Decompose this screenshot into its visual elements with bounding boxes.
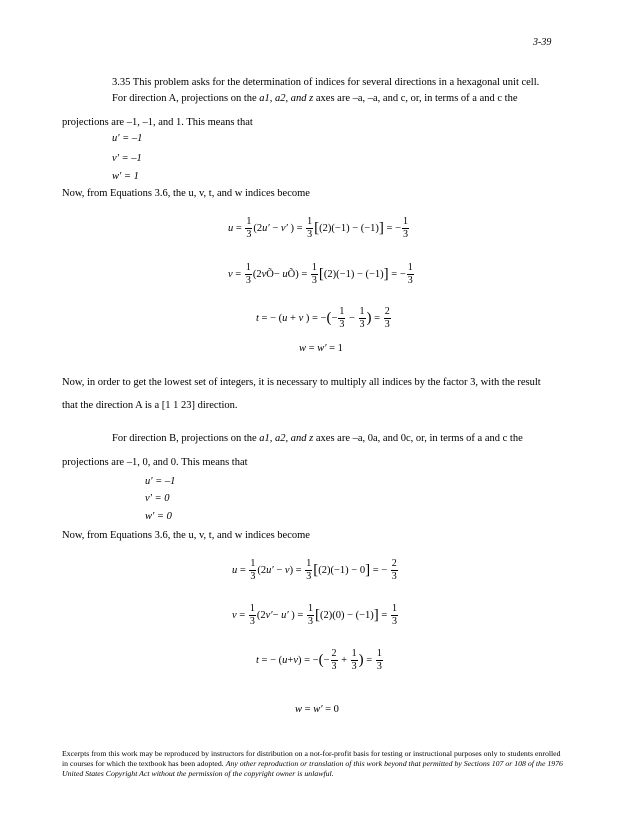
dirB-eq-t: t = − (u+v) = −(− $\frac{2}{3}$ + $\frac{1}{3}$ ) = $\frac{1}{3}$	[256, 648, 382, 672]
axes-label-b: a1, a2, and z	[259, 433, 314, 444]
copyright-footer: Excerpts from this work may be reproduced by instructors for distribution on a not-for-profit basis for testing or instructional purposes only to students enrolled in courses for which the textbook has been adopted. Any other reproduction or translation of this work beyond that permitted by Sections 107 or 108 of the 1976 United States Copyright Act without the permission of the copyright owner is unlawful.	[62, 749, 563, 778]
dirA-eq-v: v = $\frac{1}{3}$ (2vÕ− uÕ) = $\frac{1}{3}$ [(2)(−1) − (−1)] = − $\frac{1}{3}$	[228, 262, 413, 286]
dirA-u-prime: u' = –1	[112, 133, 143, 144]
dirB-v-prime: v' = 0	[145, 493, 170, 504]
direction-a-indices: [1 1 23]	[161, 400, 195, 411]
dirB-line1: For direction B, projections on the a1, a2, and z axes are –a, 0a, and 0c, or, in terms of a and c the	[112, 433, 523, 444]
dirA-now-line: Now, from Equations 3.6, the u, v, t, and w indices become	[62, 188, 310, 199]
dirB-w-prime: w' = 0	[145, 511, 172, 522]
dirA-eq-t: t = − (u + v ) = −(− $\frac{1}{3}$ − $\frac{1}{3}$ ) = $\frac{2}{3}$	[256, 306, 390, 330]
dirB-eq-u: u = $\frac{1}{3}$ (2u′ − v) = $\frac{1}{3}$ [(2)(−1) − 0] = − $\frac{2}{3}$	[232, 558, 397, 582]
dirB-now-line: Now, from Equations 3.6, the u, v, t, and w indices become	[62, 530, 310, 541]
problem-intro: 3.35 This problem asks for the determination of indices for several directions in a hexagonal unit cell.	[112, 77, 540, 88]
page-number: 3-39	[533, 37, 552, 48]
dirA-result-line2: that the direction A is a [1 1 23] direction.	[62, 400, 238, 411]
dirA-eq-u: u = $\frac{1}{3}$ (2u′ − v′ ) = $\frac{1}{3}$ [(2)(−1) − (−1)] = − $\frac{1}{3}$	[228, 216, 408, 240]
dirA-w-prime: w' = 1	[112, 171, 139, 182]
dirA-line2: projections are –1, –1, and 1. This means that	[62, 117, 253, 128]
dirA-eq-w: w = w′ = 1	[299, 343, 343, 354]
dirB-line2: projections are –1, 0, and 0. This means that	[62, 457, 248, 468]
dirB-eq-v: v = $\frac{1}{3}$ (2v′− u′ ) = $\frac{1}{3}$ [(2)(0) − (−1)] = $\frac{1}{3}$	[232, 603, 397, 627]
dirA-line1: For direction A, projections on the a1, a2, and z axes are –a, –a, and c, or, in terms of a and c the	[112, 93, 518, 104]
axes-label: a1, a2, and z	[259, 93, 314, 104]
dirB-u-prime: u' = –1	[145, 476, 176, 487]
dirB-eq-w: w = w′ = 0	[295, 704, 339, 715]
dirA-v-prime: v' = –1	[112, 153, 142, 164]
dirA-result-line1: Now, in order to get the lowest set of integers, it is necessary to multiply all indices by the factor 3, with the result	[62, 377, 541, 388]
